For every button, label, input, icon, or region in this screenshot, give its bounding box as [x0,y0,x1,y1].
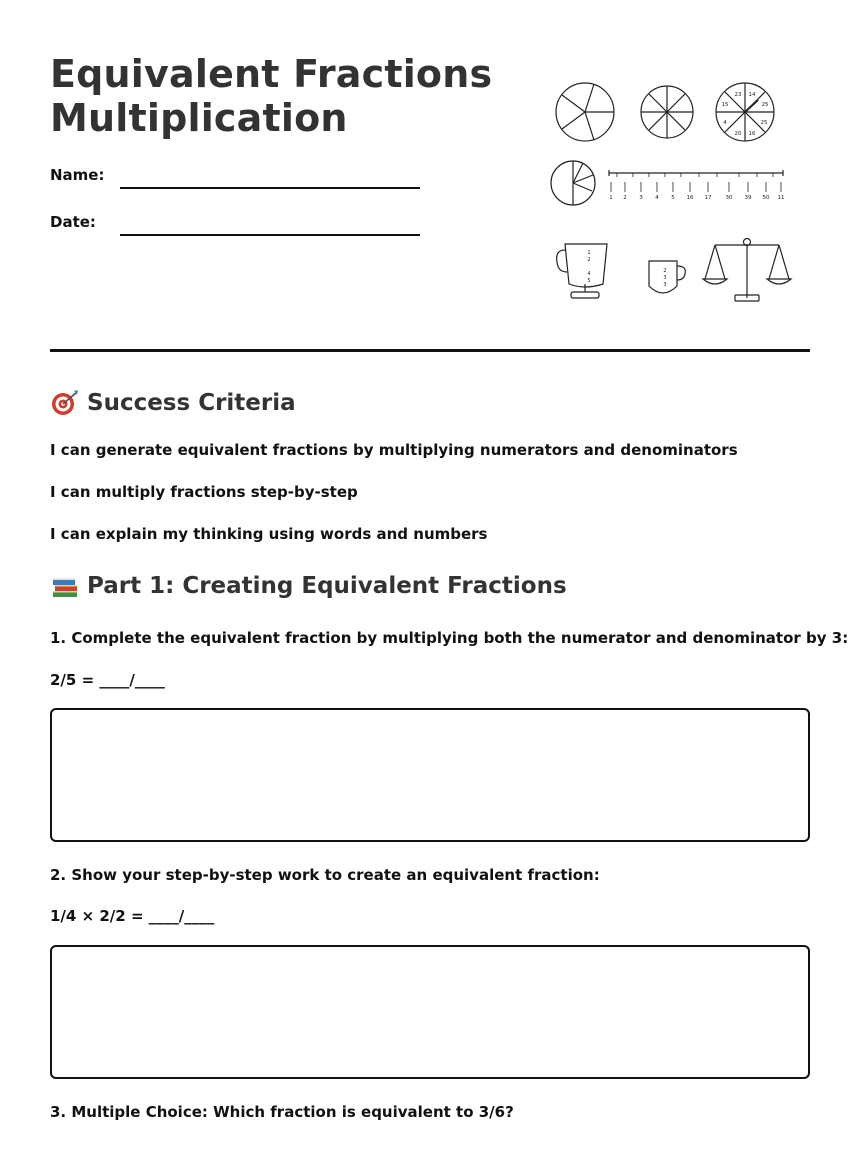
ruler-tick-label: 2 [623,195,627,201]
question-2-prompt: 2. Show your step-by-step work to create an equivalent fraction: [50,866,600,884]
measuring-cup-icon [649,261,685,293]
question-1-prompt: 1. Complete the equivalent fraction by multiplying both the numerator and denominator by 3: [50,629,849,647]
date-line[interactable] [120,234,420,236]
ruler-tick-label: 16 [686,195,694,201]
ruler-tick-label: 11 [777,195,785,201]
wheel-label: 23 [734,92,742,98]
jug-mark-label: 2 [587,257,591,263]
ruler-tick-label: 39 [744,195,752,201]
ruler-tick-label: 4 [655,195,659,201]
criteria-item: I can generate equivalent fractions by multiplying numerators and denominators [50,441,738,459]
wheel-label: 14 [748,92,756,98]
part1-title: Part 1: Creating Equivalent Fractions [87,573,567,599]
header-divider [50,349,810,352]
target-dart-icon [50,389,80,417]
cup-mark-label: 3 [663,282,667,288]
cup-mark-label: 2 [663,268,667,274]
title-line-2: Multiplication [50,96,348,140]
fraction-pie-small-icon [551,161,595,205]
jug-mark-label: 5 [587,278,591,284]
wheel-label: 20 [734,131,742,137]
success-criteria-title: Success Criteria [87,390,296,416]
wheel-label: 16 [748,131,756,137]
ruler-tick-label: 17 [704,195,712,201]
books-icon [50,572,80,600]
wheel-label: 15 [721,102,729,108]
fraction-circle-eighths-icon [641,86,693,138]
name-label: Name: [50,166,105,184]
ruler-tick-label: 3 [639,195,643,201]
measuring-jug-icon [557,244,607,298]
question-2-equation: 1/4 × 2/2 = ____/____ [50,907,215,925]
question-3-prompt: 3. Multiple Choice: Which fraction is equivalent to 3/6? [50,1103,514,1121]
fraction-tools-illustration [545,78,795,310]
number-line-ruler-icon [609,170,783,192]
question-1-answer-box[interactable] [50,708,810,842]
title-line-1: Equivalent Fractions [50,52,493,96]
criteria-item: I can explain my thinking using words and numbers [50,525,488,543]
question-1-equation: 2/5 = ____/____ [50,671,165,689]
ruler-tick-label: 30 [725,195,733,201]
ruler-tick-label: 50 [762,195,770,201]
question-2-answer-box[interactable] [50,945,810,1079]
fraction-wheel-icon [716,83,774,141]
ruler-tick-label: 5 [671,195,675,201]
jug-mark-label: 4 [587,271,591,277]
jug-mark-label: 1 [587,250,591,256]
part1-heading [50,572,567,600]
date-label: Date: [50,213,96,231]
wheel-label: 25 [760,120,768,126]
name-line[interactable] [120,187,420,189]
wheel-label: 4 [723,120,727,126]
page-title [50,52,492,140]
criteria-item: I can multiply fractions step-by-step [50,483,358,501]
fraction-circle-fifths-icon [556,83,614,141]
balance-scale-icon [703,239,791,302]
wheel-label: 25 [761,102,769,108]
cup-mark-label: 3 [663,275,667,281]
ruler-tick-label: 1 [609,195,613,201]
success-criteria-heading [50,389,296,417]
